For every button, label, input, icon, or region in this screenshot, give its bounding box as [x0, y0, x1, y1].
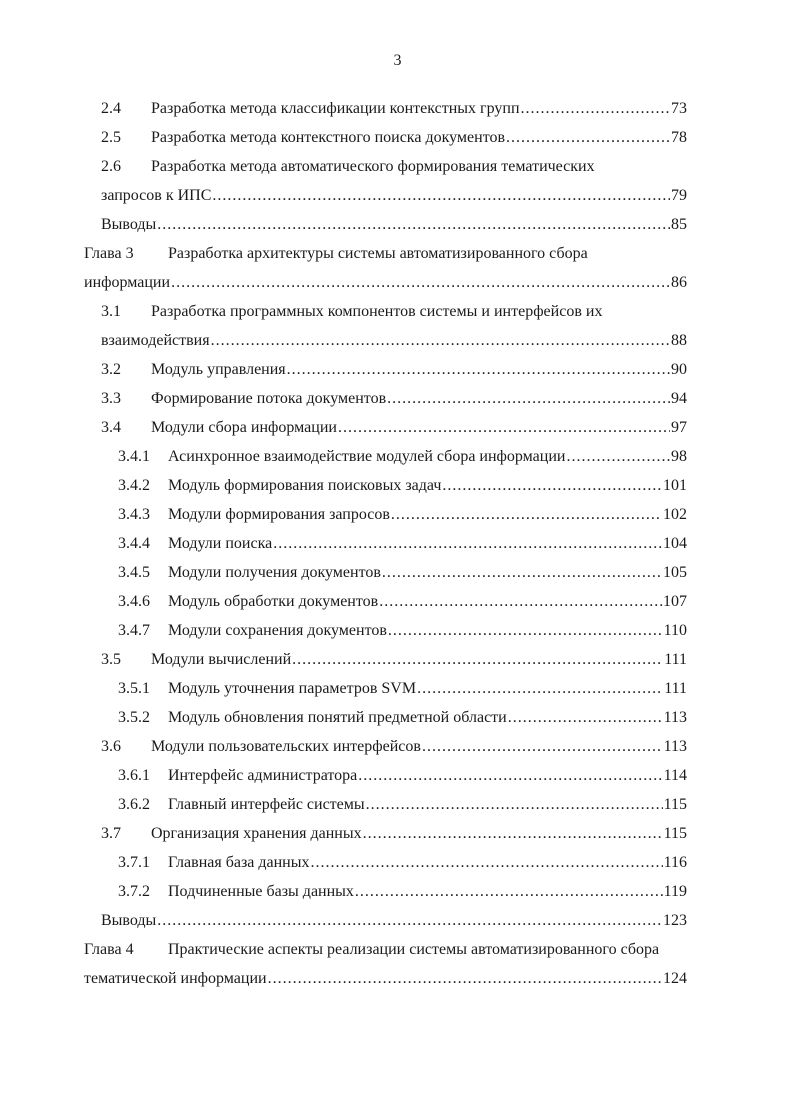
toc-entry-title: Формирование потока документов: [151, 390, 387, 407]
toc-entry[interactable]: [84, 94, 687, 123]
toc-entry-title: Главная база данных: [168, 854, 310, 871]
toc-entry[interactable]: [84, 500, 687, 529]
toc-entry-title: Разработка метода автоматического формирования тематических: [151, 158, 595, 175]
toc-entry-page: 113: [663, 709, 687, 726]
toc-entry-number: 3.3: [101, 390, 121, 407]
dot-leader: [508, 703, 663, 732]
dot-leader: [566, 442, 670, 471]
toc-entry[interactable]: [84, 587, 687, 616]
toc-entry-title: Модули пользовательских интерфейсов: [151, 738, 421, 755]
toc-entry-title: Разработка метода классификации контекстных групп: [151, 100, 520, 117]
toc-entry[interactable]: [84, 152, 687, 181]
toc-entry-page: 73: [671, 100, 687, 117]
toc-entry-number: 3.7.1: [118, 854, 150, 871]
toc-entry-page: 110: [663, 622, 687, 639]
toc-entry-title: Модули вычислений: [151, 651, 292, 668]
dot-leader: [287, 355, 670, 384]
dot-leader: [268, 964, 662, 993]
toc-entry[interactable]: [84, 877, 687, 906]
toc-entry-number: 3.5: [101, 651, 121, 668]
toc-entry-title: Разработка метода контекстного поиска документов: [151, 129, 506, 146]
dot-leader: [366, 790, 663, 819]
toc-entry[interactable]: [84, 529, 687, 558]
toc-entry-title: Интерфейс администратора: [168, 767, 358, 784]
toc-entry[interactable]: [84, 848, 687, 877]
dot-leader: [358, 761, 662, 790]
toc-entry-title: Подчиненные базы данных: [168, 883, 354, 900]
toc-entry-number: 3.4.7: [118, 622, 150, 639]
toc-entry-page: 116: [663, 854, 687, 871]
toc-entry-number: 3.4.6: [118, 593, 150, 610]
dot-leader: [355, 877, 663, 906]
toc-entry-title: Модули поиска: [168, 535, 273, 552]
toc-entry[interactable]: [84, 210, 687, 239]
dot-leader: [387, 384, 670, 413]
toc-entry-title: Модуль формирования поисковых задач: [168, 477, 442, 494]
toc-entry-number: 3.4.2: [118, 477, 150, 494]
toc-entry[interactable]: [84, 703, 687, 732]
dot-leader: [311, 848, 663, 877]
toc-entry[interactable]: [84, 732, 687, 761]
toc-entry-title: Модули сбора информации: [151, 419, 337, 436]
dot-leader: [157, 210, 670, 239]
dot-leader: [417, 674, 663, 703]
toc-entry[interactable]: [84, 268, 687, 297]
toc-entry[interactable]: [84, 964, 687, 993]
toc-entry-number: 3.4.3: [118, 506, 150, 523]
toc-entry-title: Модуль обработки документов: [168, 593, 379, 610]
toc-entry[interactable]: [84, 326, 687, 355]
toc-entry-title: Асинхронное взаимодействие модулей сбора информации: [168, 448, 566, 465]
toc-entry-page: 97: [671, 419, 687, 436]
toc-entry[interactable]: [84, 558, 687, 587]
toc-entry-page: 94: [671, 390, 687, 407]
toc-entry-title: Разработка программных компонентов системы и интерфейсов их: [151, 303, 603, 320]
table-of-contents: [84, 94, 687, 993]
dot-leader: [379, 587, 662, 616]
toc-entry-page: 102: [663, 506, 687, 523]
dot-leader: [211, 326, 670, 355]
toc-entry-number: 3.2: [101, 361, 121, 378]
dot-leader: [338, 413, 670, 442]
toc-entry[interactable]: [84, 355, 687, 384]
toc-entry-page: 85: [671, 216, 687, 233]
toc-entry-number: 3.6.2: [118, 796, 150, 813]
toc-entry-title: Модули формирования запросов: [168, 506, 390, 523]
toc-entry-page: 104: [663, 535, 687, 552]
dot-leader: [273, 529, 662, 558]
toc-entry-page: 105: [663, 564, 687, 581]
dot-leader: [521, 94, 670, 123]
toc-entry-page: 119: [663, 883, 687, 900]
toc-entry-title: Модуль управления: [151, 361, 286, 378]
toc-entry[interactable]: [84, 616, 687, 645]
toc-entry[interactable]: [84, 239, 687, 268]
toc-entry-page: 90: [671, 361, 687, 378]
toc-entry-number: 2.5: [101, 129, 121, 146]
toc-entry-title: Выводы: [101, 216, 157, 233]
dot-leader: [442, 471, 662, 500]
toc-entry-title: запросов к ИПС: [101, 187, 212, 204]
toc-entry-number: 2.4: [101, 100, 121, 117]
toc-entry-title: информации: [84, 274, 171, 291]
toc-entry-number: 3.4.1: [118, 448, 150, 465]
toc-entry-number: 3.5.2: [118, 709, 150, 726]
dot-leader: [388, 616, 663, 645]
toc-entry-number: 3.5.1: [118, 680, 150, 697]
toc-entry-number: 3.7.2: [118, 883, 150, 900]
toc-entry-title: Разработка архитектуры системы автоматизированного сбора: [168, 245, 588, 262]
dot-leader: [292, 645, 663, 674]
dot-leader: [171, 268, 670, 297]
toc-entry[interactable]: [84, 442, 687, 471]
toc-entry-page: 113: [663, 738, 687, 755]
toc-entry-number: 3.4.4: [118, 535, 150, 552]
toc-entry[interactable]: [84, 761, 687, 790]
toc-entry[interactable]: [84, 819, 687, 848]
toc-entry-number: 3.6.1: [118, 767, 150, 784]
toc-entry-page: 124: [663, 970, 687, 987]
toc-entry[interactable]: [84, 645, 687, 674]
toc-entry[interactable]: [84, 790, 687, 819]
toc-entry-page: 115: [663, 825, 687, 842]
toc-entry-page: 78: [671, 129, 687, 146]
toc-entry-page: 115: [663, 796, 687, 813]
toc-entry[interactable]: [84, 413, 687, 442]
toc-entry[interactable]: [84, 471, 687, 500]
toc-entry[interactable]: [84, 935, 687, 964]
dot-leader: [363, 819, 663, 848]
toc-entry-title: взаимодействия: [101, 332, 210, 349]
toc-entry-title: Модули получения документов: [168, 564, 381, 581]
toc-entry[interactable]: [84, 123, 687, 152]
toc-entry-page: 111: [664, 680, 687, 697]
dot-leader: [506, 123, 670, 152]
toc-entry-page: 88: [671, 332, 687, 349]
dot-leader: [382, 558, 662, 587]
toc-entry-number: 3.1: [101, 303, 121, 320]
page-number: 3: [393, 52, 402, 69]
dot-leader: [391, 500, 662, 529]
toc-entry-page: 111: [664, 651, 687, 668]
toc-entry-title: Модуль обновления понятий предметной области: [168, 709, 507, 726]
toc-entry-title: Модуль уточнения параметров SVM: [168, 680, 417, 697]
toc-entry-page: 86: [671, 274, 687, 291]
toc-entry-title: Организация хранения данных: [151, 825, 362, 842]
toc-entry-title: Модули сохранения документов: [168, 622, 387, 639]
toc-entry[interactable]: [84, 384, 687, 413]
toc-entry-number: 3.4.5: [118, 564, 150, 581]
toc-entry-number: Глава 3: [84, 245, 134, 262]
toc-entry-title: Выводы: [101, 912, 157, 929]
toc-entry-page: 101: [663, 477, 687, 494]
toc-entry-number: 3.4: [101, 419, 121, 436]
toc-entry[interactable]: [84, 674, 687, 703]
toc-entry-title: Практические аспекты реализации системы автоматизированного сбора: [168, 941, 660, 958]
toc-entry[interactable]: [84, 906, 687, 935]
toc-entry-page: 79: [671, 187, 687, 204]
toc-entry-title: тематической информации: [84, 970, 267, 987]
toc-entry-number: 2.6: [101, 158, 121, 175]
toc-entry-title: Главный интерфейс системы: [168, 796, 365, 813]
toc-entry[interactable]: [84, 297, 687, 326]
toc-entry-page: 98: [671, 448, 687, 465]
dot-leader: [212, 181, 670, 210]
toc-entry-number: 3.6: [101, 738, 121, 755]
toc-entry-page: 107: [663, 593, 687, 610]
toc-entry[interactable]: [84, 181, 687, 210]
toc-entry-page: 123: [663, 912, 687, 929]
toc-entry-number: 3.7: [101, 825, 121, 842]
toc-entry-number: Глава 4: [84, 941, 134, 958]
dot-leader: [422, 732, 663, 761]
toc-entry-page: 114: [663, 767, 687, 784]
dot-leader: [157, 906, 662, 935]
